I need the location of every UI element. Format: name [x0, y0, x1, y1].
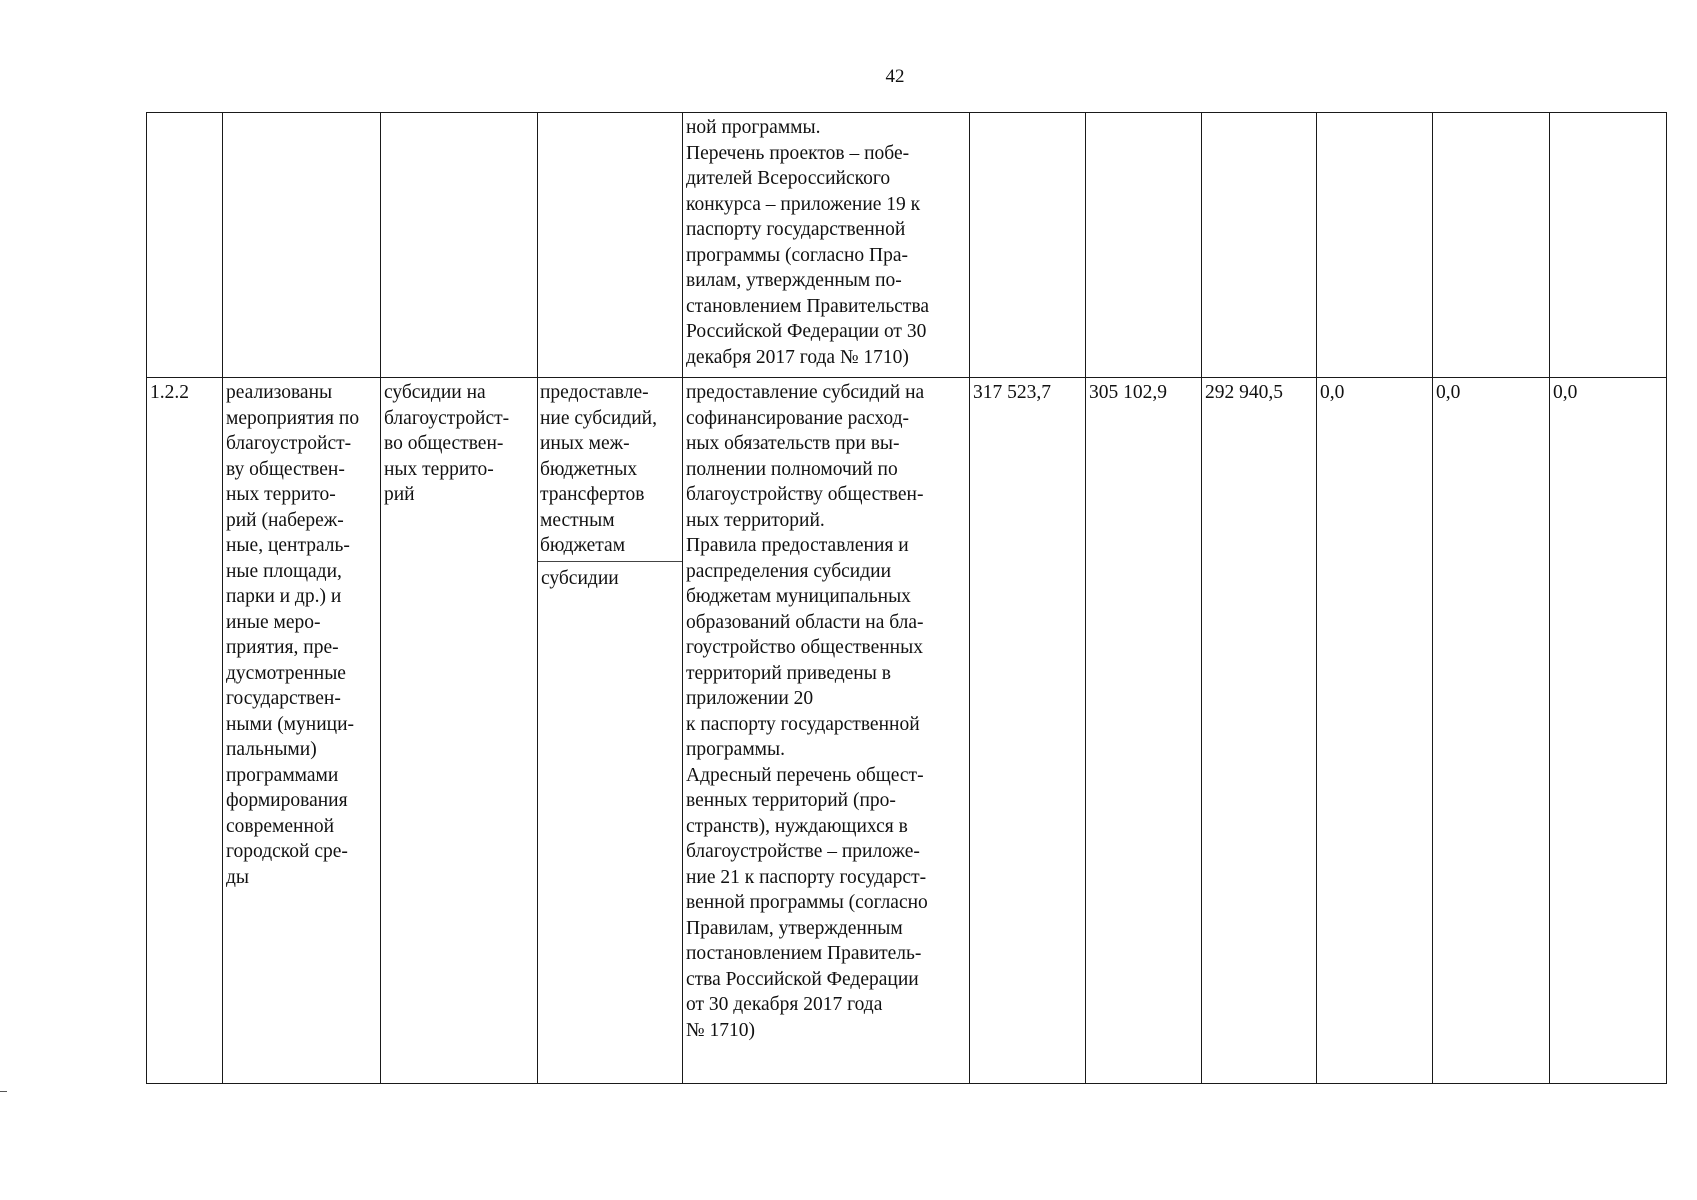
scan-edge-mark	[0, 1091, 7, 1092]
cell-value-year-2: 305 102,9	[1086, 378, 1202, 1084]
mechanism-subsidy-text: субсидии	[541, 567, 619, 589]
cell-value-empty	[1202, 113, 1317, 378]
cell-code-empty	[147, 113, 223, 378]
table-row-1-2-2	[147, 378, 1667, 1084]
table-row-continuation	[147, 113, 1667, 378]
program-measures-table	[146, 112, 1667, 1084]
cell-description: предоставление субсидий на софинансирование расход- ных обязательств при вы- полнении полномочий по благоустройству обществен- ных территорий. Правила предоставления и распределения субсидии бюджетам муниципальных образований области на бла- гоустройство общественных территорий приведены в приложении 20 к паспорту государственной программы. Адресный перечень общест- венных территорий (про- странств), нуждающихся в благоустройстве – приложе- ние 21 к паспорту государст- венной программы (согласно Правилам, утвержденным постановлением Правитель- ства Российской Федерации от 30 декабря 2017 года № 1710)	[683, 378, 970, 1084]
cell-value-empty	[970, 113, 1086, 378]
cell-value-empty	[1550, 113, 1667, 378]
cell-mechanism	[538, 378, 683, 1084]
cell-value-empty	[1317, 113, 1433, 378]
cell-description-continuation: ной программы. Перечень проектов – побе- дителей Всероссийского конкурса – приложение 19 к паспорту государственной программы (согласно Пра- вилам, утвержденным по- становлением Правительства Российской Федерации от 30 декабря 2017 года № 1710)	[683, 113, 970, 378]
cell-value-empty	[1086, 113, 1202, 378]
cell-value-year-6: 0,0	[1550, 378, 1667, 1084]
cell-value-year-3: 292 940,5	[1202, 378, 1317, 1084]
mechanism-text: предоставле- ние субсидий, иных меж- бюджетных трансфертов местным бюджетам	[538, 380, 682, 562]
cell-result: реализованы мероприятия по благоустройст- ву обществен- ных террито- рий (набереж- ные, централь- ные площади, парки и др.) и иные меро- приятия, пре- дусмотренные государствен- ными (муници- пальными) программами формирования современной городской сре- ды	[223, 378, 381, 1084]
cell-type: субсидии на благоустройст- во обществен- ных террито- рий	[381, 378, 538, 1084]
cell-value-empty	[1433, 113, 1550, 378]
cell-result-empty	[223, 113, 381, 378]
cell-code: 1.2.2	[147, 378, 223, 1084]
page-number: 42	[885, 66, 905, 87]
cell-mechanism-empty	[538, 113, 683, 378]
cell-value-year-5: 0,0	[1433, 378, 1550, 1084]
cell-value-year-4: 0,0	[1317, 378, 1433, 1084]
cell-value-year-1: 317 523,7	[970, 378, 1086, 1084]
cell-type-empty	[381, 113, 538, 378]
